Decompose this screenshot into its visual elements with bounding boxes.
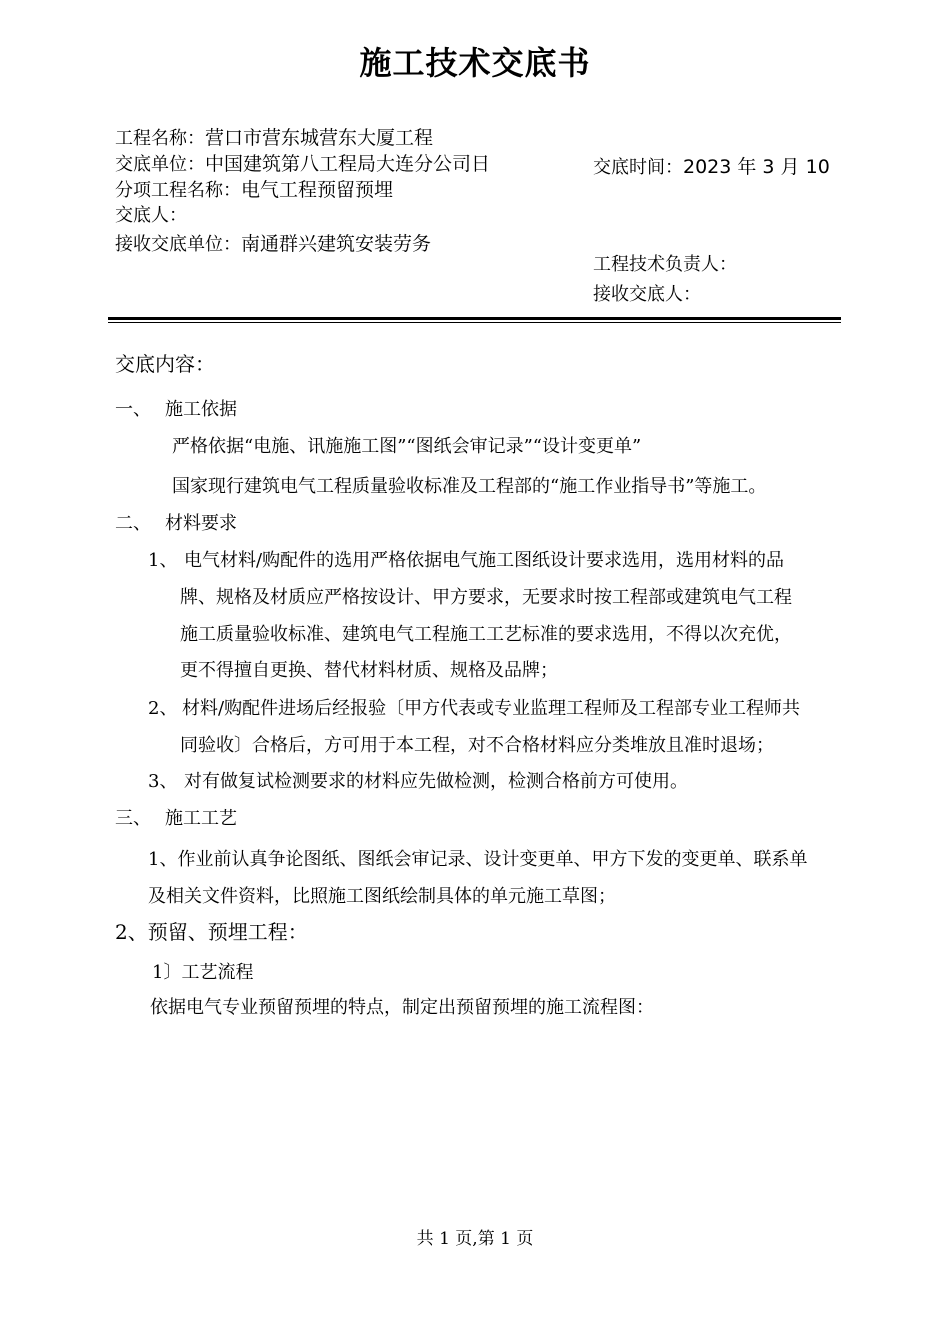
section-2-item-2-number: 2、 xyxy=(148,698,178,719)
section-1-para-2: 国家现行建筑电气工程质量验收标准及工程部的“施工作业指导书”等施工。 xyxy=(172,476,767,497)
section-1-title: 施工依据 xyxy=(165,399,237,420)
section-3-title: 施工工艺 xyxy=(165,808,237,829)
section-3-para-1-line-1: 1、作业前认真争论图纸、图纸会审记录、设计变更单、甲方下发的变更单、联系单 xyxy=(148,849,808,870)
section-3-para-2: 2、预留、预埋工程： xyxy=(115,920,308,944)
project-name-row xyxy=(115,126,433,151)
receiver-unit-row xyxy=(115,232,431,257)
document-title: 施工技术交底书 xyxy=(359,44,591,82)
section-2-number: 二、 xyxy=(115,513,151,534)
time-value: 2023 年 3 月 10 xyxy=(683,156,830,178)
receiver-unit-value: 南通群兴建筑安装劳务 xyxy=(241,233,432,255)
unit-value: 中国建筑第八工程局大连分公司日 xyxy=(205,153,491,175)
unit-row xyxy=(115,152,490,177)
project-name-value: 营口市营东城营东大厦工程 xyxy=(205,127,434,149)
project-name-label: 工程名称： xyxy=(115,128,205,149)
sub-project-row xyxy=(115,178,393,203)
content-heading: 交底内容： xyxy=(115,352,215,376)
process-flow-text: 依据电气专业预留预埋的特点，制定出预留预埋的施工流程图： xyxy=(150,997,654,1018)
section-2-item-3-number: 3、 xyxy=(148,771,178,792)
time-label: 交底时间： xyxy=(593,157,683,178)
section-2-item-1-line-1: 电气材料/购配件的选用严格依据电气施工图纸设计要求选用，选用材料的品 xyxy=(184,550,785,571)
receiver-unit-label: 接收交底单位： xyxy=(115,234,241,255)
section-3-para-1-line-2: 及相关文件资料，比照施工图纸绘制具体的单元施工草图； xyxy=(148,886,616,907)
unit-label: 交底单位： xyxy=(115,154,205,175)
header-divider-thin xyxy=(108,322,841,323)
person-row xyxy=(115,204,187,228)
time-row xyxy=(593,155,830,180)
section-2-item-3-line-1: 对有做复试检测要求的材料应先做检测，检测合格前方可使用。 xyxy=(184,771,688,792)
section-1-number: 一、 xyxy=(115,399,151,420)
section-2-title: 材料要求 xyxy=(165,513,237,534)
section-2-item-1-number: 1、 xyxy=(148,550,178,571)
section-2-item-1-line-3: 施工质量验收标准、建筑电气工程施工工艺标准的要求选用，不得以次充优， xyxy=(180,624,792,645)
section-1-para-1: 严格依据“电施、讯施施工图”“图纸会审记录”“设计变更单” xyxy=(172,436,642,457)
section-2-item-2-line-2: 同验收〕合格后，方可用于本工程，对不合格材料应分类堆放且准时退场； xyxy=(180,735,774,756)
process-flow-subheading: 1〕工艺流程 xyxy=(152,962,254,983)
section-3-number: 三、 xyxy=(115,808,151,829)
section-2-item-2-line-1: 材料/购配件进场后经报验〔甲方代表或专业监理工程师及工程部专业工程师共 xyxy=(182,698,801,719)
page-footer: 共 1 页,第 1 页 xyxy=(416,1229,534,1249)
section-2-item-1-line-2: 牌、规格及材质应严格按设计、甲方要求，无要求时按工程部或建筑电气工程 xyxy=(180,587,792,608)
sub-project-label: 分项工程名称： xyxy=(115,180,241,201)
tech-lead-label: 工程技术负责人： xyxy=(593,254,737,275)
sub-project-value: 电气工程预留预埋 xyxy=(241,179,394,201)
header-divider-thick xyxy=(108,317,841,320)
receiver-label: 接收交底人： xyxy=(593,284,701,305)
person-label: 交底人： xyxy=(115,205,187,226)
section-2-item-1-line-4: 更不得擅自更换、替代材料材质、规格及品牌； xyxy=(180,660,558,681)
